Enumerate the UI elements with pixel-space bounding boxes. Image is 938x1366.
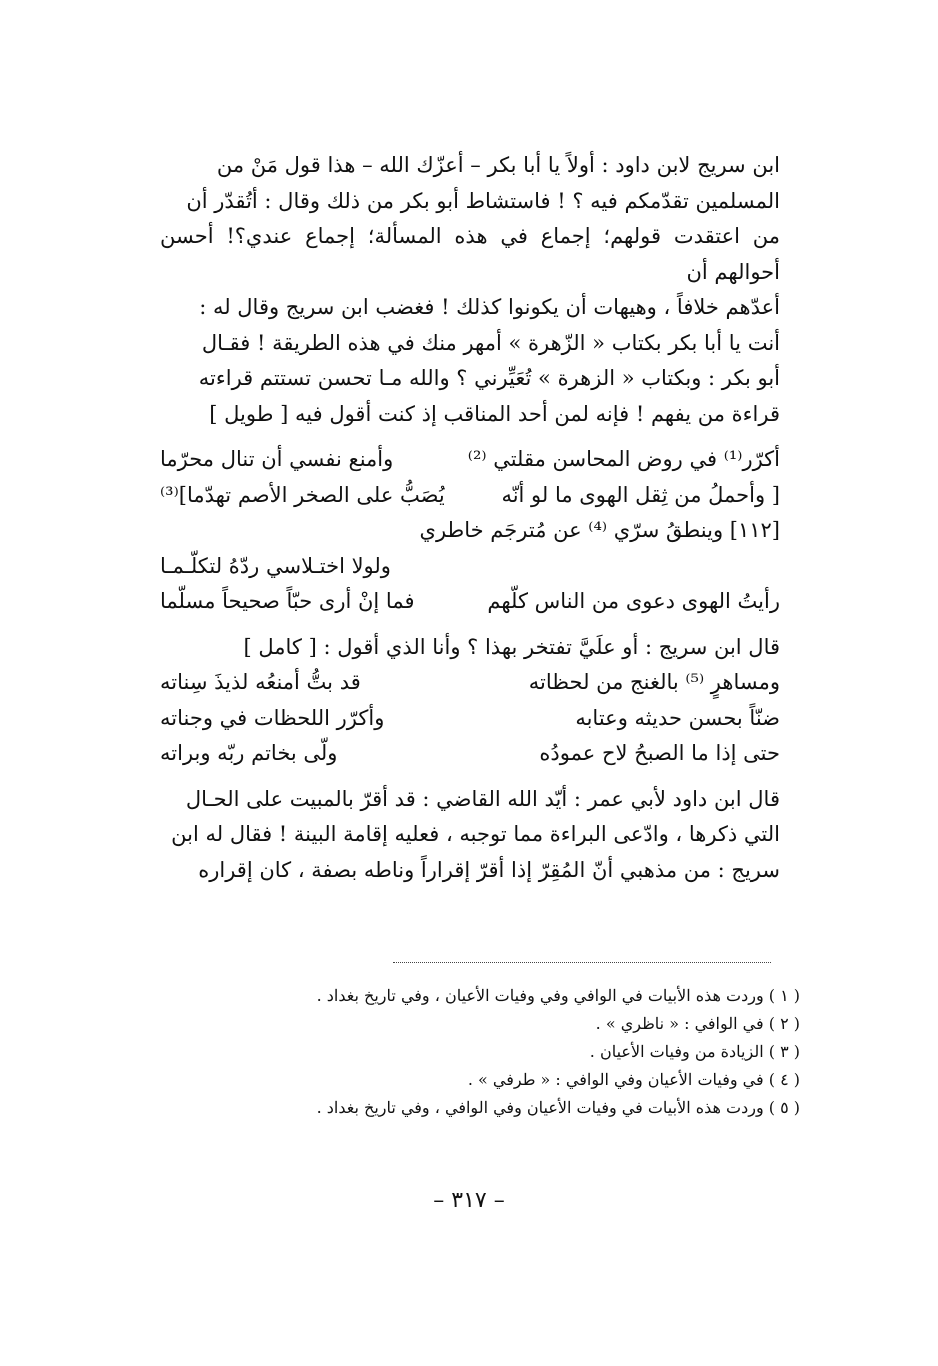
text-line: قراءة من يفهم ! فإنه لمن أحد المناقب إذ كنت أقول فيه [ طويل ]	[209, 401, 780, 426]
verse-first-hemistich: رأيتُ الهوى دعوى من الناس كلّهم	[487, 589, 780, 613]
verse-first-hemistich: [١١٢] وينطقُ سرّي ⁽⁴⁾ عن مُترجَم خاطري	[419, 518, 780, 542]
verse-line	[160, 584, 780, 620]
text-line: سريج : من مذهبي أنّ المُقِرّ إذا أقرّ إقراراً وناطه بصفة ، كان إقراره	[198, 857, 780, 882]
verse-line	[160, 665, 780, 701]
text-line: ابن سريج لابن داود : أولاً يا أبا بكر – أعزّك الله – هذا قول مَنْ من	[216, 153, 780, 177]
verse-second-hemistich: فما إنْ أرى حبّاً صحيحاً مسلّما	[160, 589, 415, 613]
text-line: قال ابن سريج : أو علَيَّ تفتخر بهذا ؟ وأنا الذي أقول : [ كامل ]	[243, 634, 780, 659]
text-line: أعدّهم خلافاً ، وهيهات أن يكونوا كذلك ! فغضب ابن سريج وقال له :	[199, 295, 780, 319]
verse-line	[160, 478, 780, 514]
verse-second-hemistich: وأمنع نفسي أن تنال محرّما	[160, 447, 394, 471]
text-line: التي ذكرها ، وادّعى البراءة مما توجبه ، فعليه إقامة البينة ! فقال له ابن	[171, 822, 780, 846]
verse-second-hemistich: قد بتُّ أمنعُه لذيذَ سِناته	[160, 670, 361, 694]
verse-first-hemistich: ضنّاً بحسن حديثه وعتابه	[575, 705, 780, 730]
verse-second-hemistich: ولّى بخاتم ربّه وبراته	[160, 741, 338, 765]
verse-line	[160, 701, 780, 737]
footnotes	[240, 982, 800, 1122]
footnote: ( ٢ ) في الوافي : « ناظري » .	[595, 1014, 800, 1033]
verse-line	[160, 513, 780, 549]
text-line: قال ابن داود لأبي عمر : أيّد الله القاضي : قد أقرّ بالمبيت على الحـال	[185, 786, 780, 811]
footnote: ( ٥ ) وردت هذه الأبيات في وفيات الأعيان وفي الوافي ، وفي تاريخ بغداد .	[316, 1098, 800, 1117]
main-text	[160, 148, 780, 888]
verse-line	[160, 736, 780, 772]
text-line: من اعتقدت قولهم؛ إجماع في هذه المسألة؛ إجماع عندي؟! أحسن أحوالهم أن	[160, 224, 780, 284]
text-line: أنت يا أبا بكر بكتاب « الزّهرة » أمهر منك في هذه الطريقة ! فقـال	[201, 330, 780, 355]
verse-second-hemistich: وأكرّر اللحظات في وجناته	[160, 705, 385, 730]
verse-line	[160, 442, 780, 478]
footnote: ( ١ ) وردت هذه الأبيات في الوافي وفي وفيات الأعيان ، وفي تاريخ بغداد .	[316, 986, 800, 1005]
footnote: ( ٤ ) في وفيات الأعيان وفي الوافي : « طرفي » .	[467, 1070, 800, 1089]
footnote-divider	[393, 962, 771, 963]
verse-second-hemistich: ولولا اختـلاسي ردّهُ لتكلّـمـا	[160, 553, 391, 578]
page-number: – ٣١٧ –	[433, 1188, 505, 1213]
verse-first-hemistich: [ وأحملُ من ثِقل الهوى ما لو أنّه	[501, 482, 780, 507]
verse-first-hemistich: حتى إذا ما الصبحُ لاح عمودُه	[539, 741, 780, 765]
verse-second-hemistich: يُصَبُّ على الصخر الأصم تهدّما]⁽³⁾	[160, 482, 445, 507]
verse-first-hemistich: أكرّر⁽¹⁾ في روض المحاسن مقلتي ⁽²⁾	[467, 447, 780, 471]
verse-first-hemistich: ومساهرٍ ⁽⁵⁾ بالغنج من لحظاته	[528, 670, 780, 694]
text-line: أبو بكر : وبكتاب « الزهرة » تُعَيِّرني ؟ والله مـا تحسن تستتم قراءته	[198, 366, 780, 390]
text-line: المسلمين تقدّمكم فيه ؟ ! فاستشاط أبو بكر من ذلك وقال : أتُقدّر أن	[186, 188, 780, 213]
verse-line	[160, 549, 780, 585]
footnote: ( ٣ ) الزيادة من وفيات الأعيان .	[589, 1042, 800, 1061]
